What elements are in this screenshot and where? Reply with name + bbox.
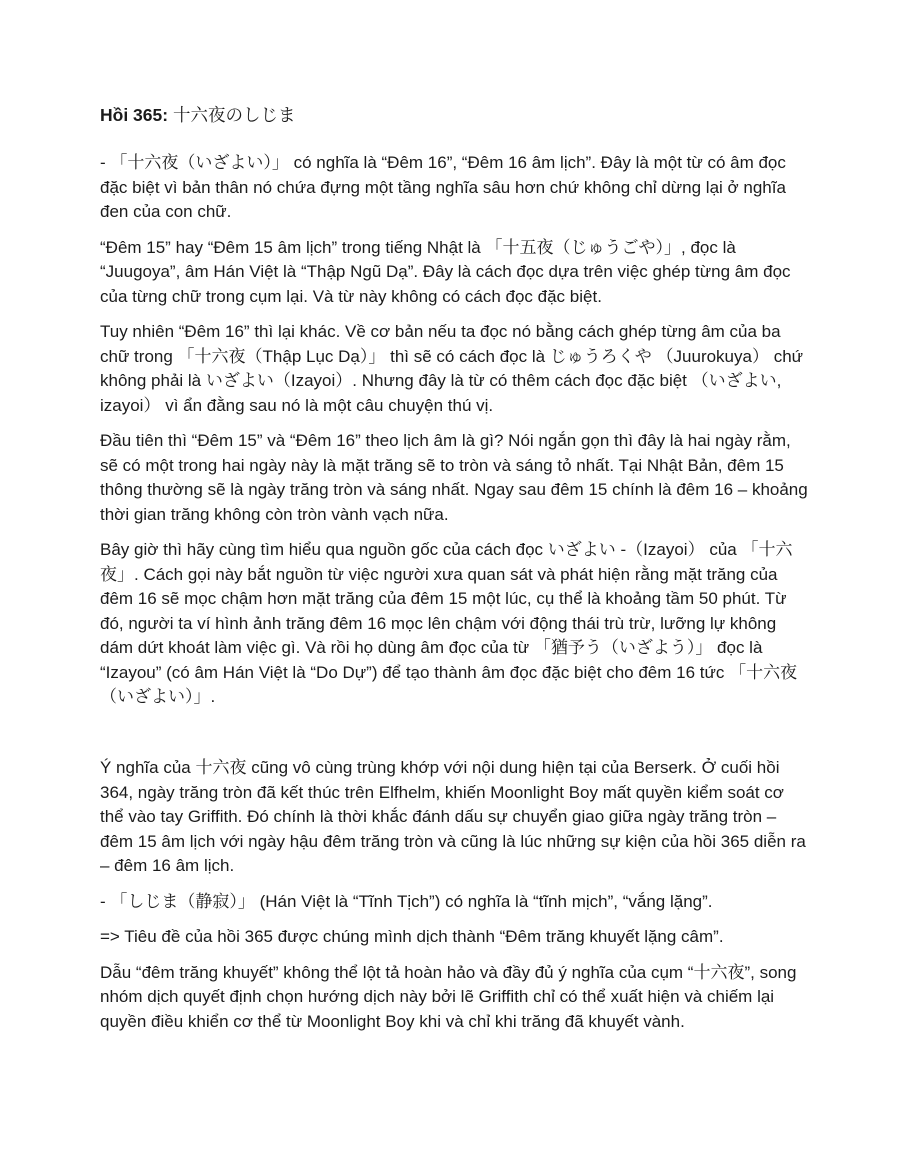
japanese-text: 「しじま（静寂）」 <box>110 891 255 912</box>
japanese-text: 十六夜 <box>693 962 745 983</box>
paragraph: Ý nghĩa của 十六夜 cũng vô cùng trùng khớp với nội dung hiện tại của Berserk. Ở cuối hồi 364, ngày trăng tròn đã kết thúc trên Elfhelm, khiến Moonlight Boy mất quyền kiểm soát cơ thể vào tay Griffith. Đó chính là thời khắc đánh dấu sự chuyển giao giữa ngày trăng tròn – đêm 15 âm lịch với ngày hậu đêm trăng tròn và cũng là lúc những sự kiện của hồi 365 diễn ra – đêm 16 âm lịch. <box>100 758 806 875</box>
blank-line <box>100 721 810 746</box>
japanese-text: いざよい <box>547 540 616 560</box>
japanese-text: （ <box>626 540 644 560</box>
paragraph: Tuy nhiên “Đêm 16” thì lại khác. Về cơ bản nếu ta đọc nó bằng cách ghép từng âm của ba chữ trong 「十六夜（Thập Lục Dạ）」 thì sẽ có cách đọc là じゅうろくや （Juurokuya） chứ không phải là いざよい（Izayoi）. Nhưng đây là từ có thêm cách đọc đặc biệt （いざよい, izayoi） vì ẩn đằng sau nó là một câu chuyện thú vị. <box>100 322 804 416</box>
japanese-text: じゅうろくや <box>549 346 652 367</box>
paragraph: - 「しじま（静寂）」 (Hán Việt là “Tĩnh Tịch”) có nghĩa là “tĩnh mịch”, “vắng lặng”. <box>100 891 713 912</box>
japanese-text: 「十六夜（いざよい）」 <box>100 662 798 707</box>
japanese-text: ） <box>751 346 769 367</box>
japanese-text: 十六夜 <box>195 758 247 778</box>
paragraph: Bây giờ thì hãy cùng tìm hiểu qua nguồn gốc của cách đọc いざよい -（Izayoi） của 「十六夜」. Cách gọi này bắt nguồn từ việc người xưa quan sát và phát hiện rằng mặt trăng của đêm 16 sẽ mọc chậm hơn mặt trăng của đêm 15 một lúc, cụ thể là khoảng tầm 50 phút. Từ đó, người ta ví hình ảnh trăng đêm 16 mọc lên chậm với động thái trù trừ, lưỡng lự không dám dứt khoát làm việc gì. Và rồi họ dùng âm đọc của từ 「猶予う（いざよう）」 đọc là “Izayou” (có âm Hán Việt là “Do Dự”) để tạo thành âm đọc đặc biệt cho đêm 16 tức 「十六夜（いざよい）」. <box>100 540 798 707</box>
paragraph: Đầu tiên thì “Đêm 15” và “Đêm 16” theo lịch âm là gì? Nói ngắn gọn thì đây là hai ngày rằm, sẽ có một trong hai ngày này là mặt trăng sẽ to tròn và sáng tỏ nhất. Tại Nhật Bản, đêm 15 thông thường sẽ là ngày trăng tròn và sáng nhất. Ngay sau đêm 15 chính là đêm 16 – khoảng thời gian trăng không còn tròn vành vạch nữa. <box>100 431 808 524</box>
japanese-text: ） <box>143 395 161 416</box>
paragraph: => Tiêu đề của hồi 365 được chúng mình dịch thành “Đêm trăng khuyết lặng câm”. <box>100 927 724 946</box>
japanese-text: ）」 <box>359 346 386 367</box>
japanese-text: いざよい（ <box>205 371 291 391</box>
document-body <box>100 151 810 1034</box>
paragraph: “Đêm 15” hay “Đêm 15 âm lịch” trong tiếng Nhật là 「十五夜（じゅうごや）」, đọc là “Juugoya”, âm Hán Việt là “Thập Ngũ Dạ”. Đây là cách đọc dựa trên việc ghép từng âm đọc của từng chữ trong cụm lại. Và từ này không có cách đọc đặc biệt. <box>100 237 791 306</box>
japanese-text: 「十六夜（ <box>177 346 263 367</box>
paragraph: - 「十六夜（いざよい）」 có nghĩa là “Đêm 16”, “Đêm 16 âm lịch”. Đây là một từ có âm đọc đặc biệt vì bản thân nó chứa đựng một tầng nghĩa sâu hơn chứ không chỉ dừng lại ở nghĩa đen của con chữ. <box>100 153 786 221</box>
chapter-title-prefix: Hồi 365: <box>100 105 173 125</box>
japanese-text: ） <box>687 540 705 560</box>
japanese-text: 「十六夜」 <box>100 540 793 585</box>
japanese-text: 「猶予う（いざよう）」 <box>533 638 713 658</box>
japanese-text: （ <box>656 346 674 367</box>
chapter-title <box>100 103 810 128</box>
japanese-text: 「十六夜（いざよい）」 <box>110 153 289 173</box>
japanese-text: 「十五夜（じゅうごや）」 <box>485 237 681 258</box>
japanese-text: （いざよい <box>691 371 777 391</box>
japanese-text: ） <box>335 371 353 391</box>
paragraph: Dẫu “đêm trăng khuyết” không thể lột tả hoàn hảo và đầy đủ ý nghĩa của cụm “十六夜”, song nhóm dịch quyết định chọn hướng dịch này bởi lẽ Griffith chỉ có thể xuất hiện và chiếm lại quyền điều khiển cơ thể từ Moonlight Boy khi và chỉ khi trăng đã khuyết vành. <box>100 962 797 1031</box>
chapter-title-japanese: 十六夜のしじま <box>172 106 296 126</box>
